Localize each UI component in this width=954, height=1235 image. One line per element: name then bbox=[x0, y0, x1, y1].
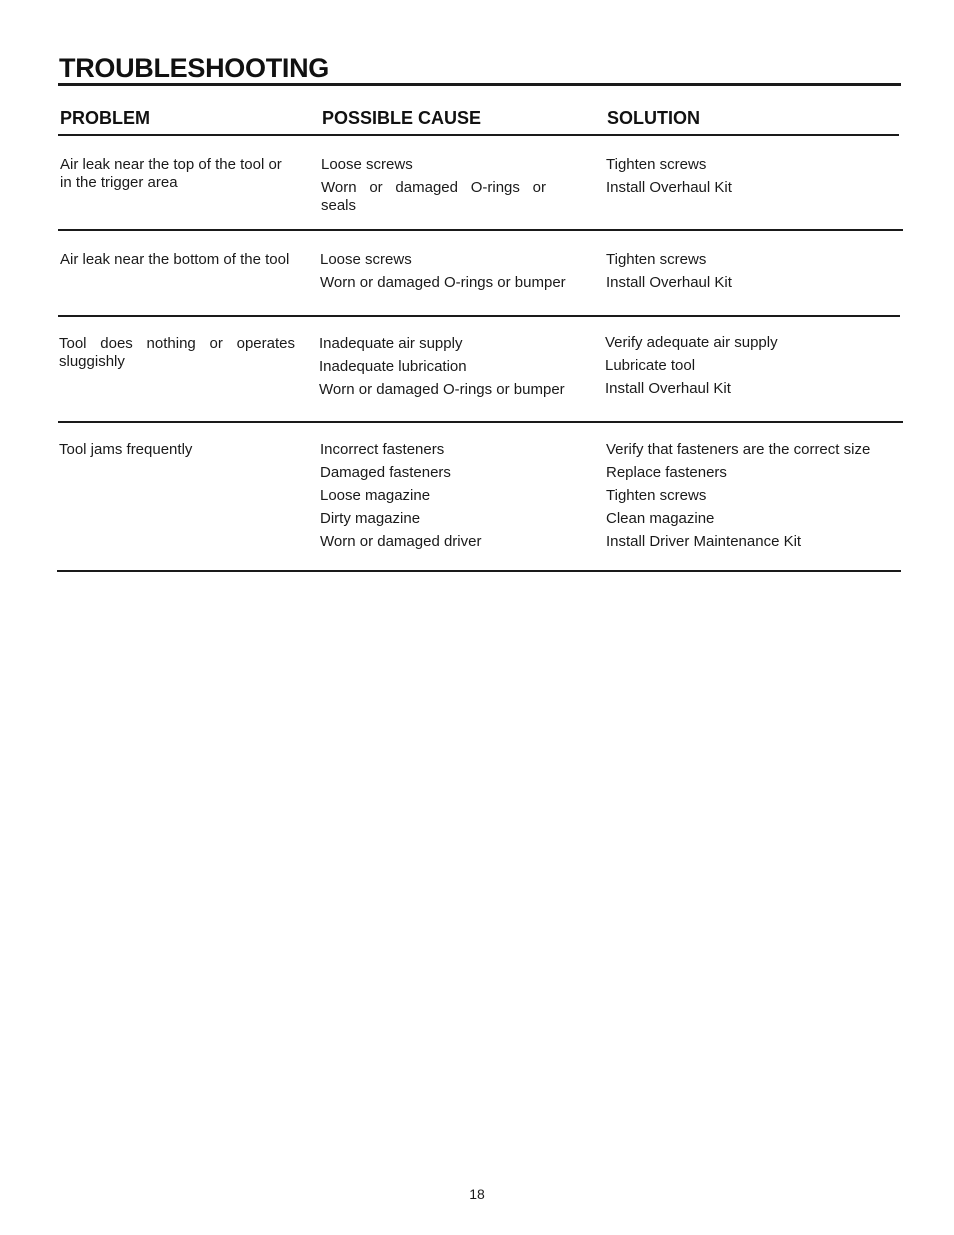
row-4-causes bbox=[320, 441, 481, 556]
row-4-solution-5: Install Driver Maintenance Kit bbox=[606, 533, 802, 550]
row-3-rule bbox=[58, 421, 903, 423]
row-4-cause-4: Dirty magazine bbox=[320, 510, 421, 527]
row-4-solutions bbox=[606, 441, 870, 556]
row-4-solution-2: Replace fasteners bbox=[606, 464, 727, 481]
row-4-cause-5: Worn or damaged driver bbox=[320, 533, 482, 550]
row-4-cause-3: Loose magazine bbox=[320, 487, 431, 504]
row-1-cause-2: Worn or damaged O-rings or seals bbox=[321, 179, 546, 214]
row-4-solution-1: Verify that fasteners are the correct size bbox=[606, 441, 871, 458]
row-1-solution-1: Tighten screws bbox=[606, 156, 707, 173]
row-1-solutions bbox=[606, 156, 732, 202]
row-1-rule bbox=[58, 229, 903, 231]
row-2-solution-2: Install Overhaul Kit bbox=[606, 274, 732, 291]
page-title: TROUBLESHOOTING bbox=[59, 53, 329, 83]
row-1-problem: Air leak near the top of the tool or in the trigger area bbox=[60, 156, 282, 191]
row-3-problem: Tool does nothing or operates sluggishly bbox=[59, 335, 295, 370]
row-2-problem: Air leak near the bottom of the tool bbox=[60, 251, 290, 268]
row-2-cause-1: Loose screws bbox=[320, 251, 412, 268]
row-2-solutions bbox=[606, 251, 732, 297]
row-3-solution-2: Lubricate tool bbox=[605, 357, 696, 374]
row-1-solution-2: Install Overhaul Kit bbox=[606, 179, 732, 196]
title-rule bbox=[58, 83, 901, 86]
header-rule bbox=[58, 134, 899, 136]
row-2-solution-1: Tighten screws bbox=[606, 251, 707, 268]
row-1-cause-1: Loose screws bbox=[321, 156, 413, 173]
row-4-rule bbox=[57, 570, 901, 572]
page-number: 18 bbox=[469, 1186, 485, 1202]
row-1-causes bbox=[321, 156, 546, 220]
row-2-cause-2: Worn or damaged O-rings or bumper bbox=[320, 274, 566, 291]
row-3-solution-3: Install Overhaul Kit bbox=[605, 380, 731, 397]
row-2-rule bbox=[58, 315, 900, 317]
row-3-causes bbox=[319, 335, 565, 404]
row-3-cause-1: Inadequate air supply bbox=[319, 335, 463, 352]
header-problem: PROBLEM bbox=[60, 108, 150, 128]
row-3-solutions bbox=[605, 334, 778, 403]
header-possible-cause: POSSIBLE CAUSE bbox=[322, 108, 482, 128]
header-solution: SOLUTION bbox=[607, 108, 700, 128]
row-4-solution-4: Clean magazine bbox=[606, 510, 715, 527]
row-4-solution-3: Tighten screws bbox=[606, 487, 707, 504]
row-3-cause-3: Worn or damaged O-rings or bumper bbox=[319, 381, 565, 398]
row-3-cause-2: Inadequate lubrication bbox=[319, 358, 467, 375]
row-4-cause-1: Incorrect fasteners bbox=[320, 441, 445, 458]
row-4-problem: Tool jams frequently bbox=[59, 441, 193, 458]
row-3-solution-1: Verify adequate air supply bbox=[605, 334, 778, 351]
row-2-causes bbox=[320, 251, 566, 297]
row-4-cause-2: Damaged fasteners bbox=[320, 464, 451, 481]
